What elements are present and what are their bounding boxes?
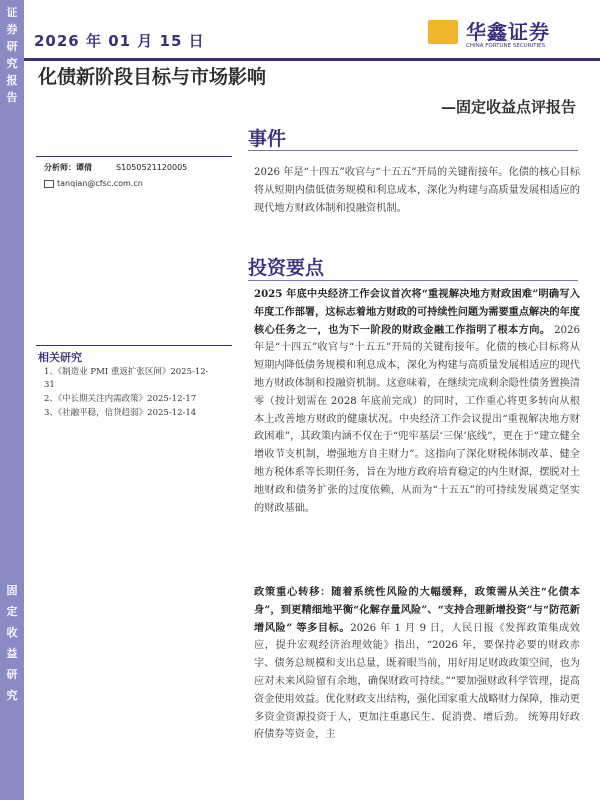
analyst-email[interactable]: tanqian@cfsc.com.cn	[57, 179, 143, 188]
analyst-top-line	[36, 156, 232, 157]
report-type: —固定收益点评报告	[440, 98, 576, 116]
company-logo	[428, 14, 593, 54]
related-item[interactable]: 1、《制造业 PMI 重返扩张区间》2025-12-31	[44, 367, 209, 390]
investment-p1-body: 2026 年是“十四五”收官与“十五五”开局的关键衔接年。化债的核心目标将从短期内降低债务规模和利息成本，深化为构建与高质量发展相适应的现代地方财政体制和投融资机制。这意味着，在继续完成剩余隐性债务置换清零（按计划需在 2028 年底前完成）的同时，工作重心将更多转向从根本上改善地方财政的健康状况。中央经济工作会议提出“重视解决地方财政困难”，其政策内涵不仅在于“兜牢基层‘三保’底线”，更在于“建立健全增收节支机制，增强地方自主财力”。这指向了深化财税体制改革、健全地方税体系等长期任务，旨在为地方政府培育稳定的内生财源，摆脱对土地财政和债务扩张的过度依赖，从而为“十五五”的可持续发展奠定坚实的财政基础。	[254, 324, 581, 514]
related-list	[44, 366, 212, 421]
related-item[interactable]: 2、《中长期关注内需政策》2025-12-17	[44, 394, 197, 404]
related-heading: 相关研究	[38, 351, 82, 364]
investment-heading: 投资要点	[248, 257, 325, 279]
investment-p2-body: 2026 年 1 月 9 日，人民日报《发挥政策集成效应，提升宏观经济治理效能》指出，“2026 年，要保持必要的财政赤字、债务总规模和支出总量，既着眼当前，用好用足财政政策空间，也为应对未来风险留有余地，确保财政可持续。”“要加强财政科学管理，提高资金使用效益。优化财政支出结构，强化国家重大战略财力保障，推动更多资金资源投资于人，更加注重惠民生、促消费、增后劲。 统筹用好政府债券等资金，主	[254, 622, 580, 741]
side-label-bottom: 固 定 收 益 研 究	[6, 584, 18, 702]
event-text: 2026 年是“十四五”收官与“十五五”开局的关键衔接年。化债的核心目标将从短期内债低债务规模和利息成本，深化为构建与高质量发展相适应的现代地方财政体制和投融资机制。	[254, 167, 580, 214]
analyst-block	[44, 162, 234, 188]
investment-heading-line	[248, 280, 578, 281]
header-divider	[24, 58, 600, 61]
related-top-line	[36, 345, 232, 346]
report-date: 2026 年 01 月 15 日	[34, 32, 205, 50]
side-label-top: 证 券 研 究 报 告	[6, 6, 18, 104]
company-name: 华鑫证券	[466, 20, 550, 44]
investment-paragraph-2	[254, 584, 580, 744]
company-name-en: CHINA FORTUNE SECURITIES	[466, 43, 546, 49]
investment-paragraph-1	[254, 286, 580, 517]
analyst-cert: S1050521120005	[116, 163, 188, 172]
analyst-name: 分析师：谭倩	[44, 163, 92, 172]
mail-icon	[44, 180, 54, 188]
logo-mark-icon	[428, 20, 458, 44]
page-title: 化债新阶段目标与市场影响	[38, 66, 267, 88]
investment-p2-lead: 政策重心转移：随着系统性风险的大幅缓释，政策需从关注“化债本身”，到更精细地平衡“化解存量风险”、“支持合理新增投资”与“防范新增风险” 等多目标。	[254, 586, 580, 634]
investment-p1-lead: 2025 年底中央经济工作会议首次将“重视解决地方财政困难”明确写入年度工作部署，这标志着地方财政的可持续性问题为需要重点解决的年度核心任务之一，也为下一阶段的财政金融工作指明了根本方向。	[254, 288, 580, 336]
related-item[interactable]: 3、《社融平稳，信贷趋弱》2025-12-14	[44, 408, 197, 418]
event-heading-line	[248, 150, 578, 151]
event-heading: 事件	[248, 128, 287, 150]
